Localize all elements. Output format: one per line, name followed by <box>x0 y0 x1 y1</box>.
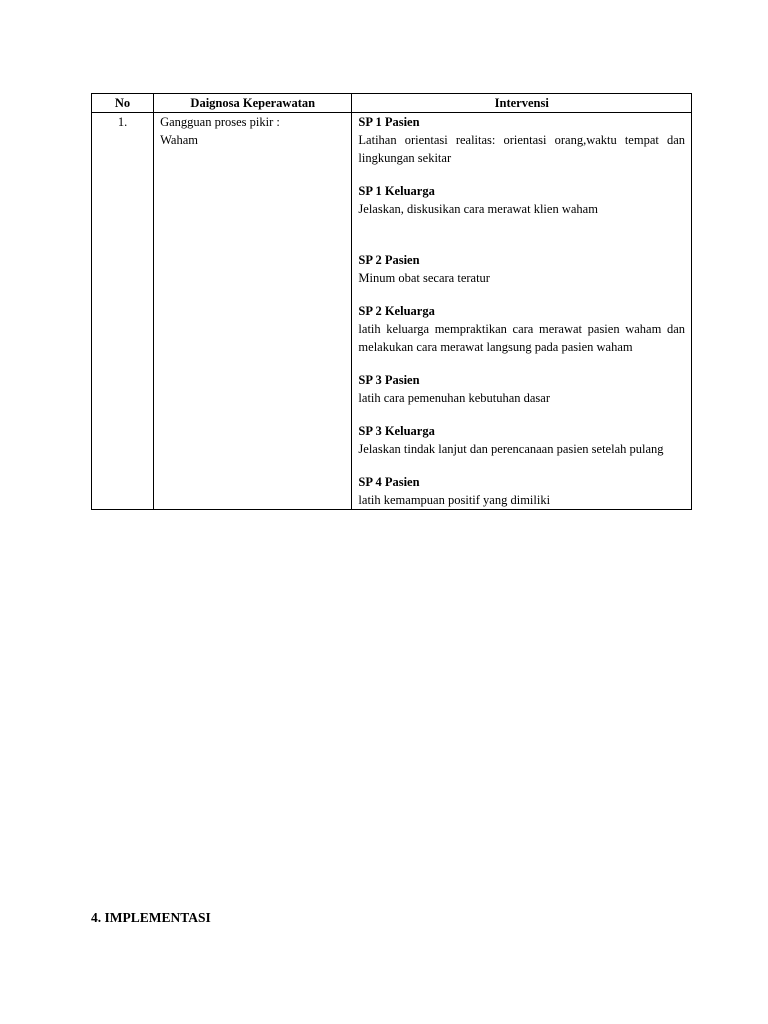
intervention-title: SP 2 Pasien <box>358 253 420 267</box>
intervention-sp1-pasien <box>358 113 685 167</box>
intervention-sp2-keluarga <box>358 302 685 356</box>
section-heading: 4. IMPLEMENTASI <box>91 910 211 925</box>
intervention-sp3-keluarga <box>358 422 685 458</box>
header-no: No <box>92 94 154 113</box>
intervention-text: Jelaskan, diskusikan cara merawat klien waham <box>358 202 598 216</box>
intervention-title: SP 3 Pasien <box>358 373 420 387</box>
intervention-sp1-keluarga <box>358 182 685 218</box>
intervention-text: Minum obat secara teratur <box>358 271 490 285</box>
intervention-sp4-pasien <box>358 473 685 509</box>
intervention-text: latih keluarga mempraktikan cara merawat pasien waham dan melakukan cara merawat langsung pada pasien waham <box>358 322 685 354</box>
intervention-title: SP 1 Pasien <box>358 115 420 129</box>
intervention-text: latih cara pemenuhan kebutuhan dasar <box>358 391 551 405</box>
intervention-title: SP 4 Pasien <box>358 475 420 489</box>
table-row <box>92 113 692 510</box>
row-number: 1. <box>92 113 154 510</box>
diagnosis-line-1: Gangguan proses pikir : <box>160 115 280 129</box>
intervention-sp3-pasien <box>358 371 685 407</box>
nursing-plan-table <box>91 93 692 510</box>
intervention-title: SP 2 Keluarga <box>358 304 435 318</box>
intervention-text: latih kemampuan positif yang dimiliki <box>358 493 551 507</box>
intervention-cell <box>352 113 692 510</box>
diagnosis-cell <box>154 113 352 510</box>
intervention-title: SP 3 Keluarga <box>358 424 435 438</box>
intervention-text: Jelaskan tindak lanjut dan perencanaan pasien setelah pulang <box>358 442 664 456</box>
header-intervention: Intervensi <box>352 94 692 113</box>
intervention-sp2-pasien <box>358 251 685 287</box>
header-diagnosis: Daignosa Keperawatan <box>154 94 352 113</box>
diagnosis-line-2: Waham <box>160 133 198 147</box>
table-header-row <box>92 94 692 113</box>
intervention-text: Latihan orientasi realitas: orientasi orang,waktu tempat dan lingkungan sekitar <box>358 133 685 165</box>
intervention-title: SP 1 Keluarga <box>358 184 435 198</box>
